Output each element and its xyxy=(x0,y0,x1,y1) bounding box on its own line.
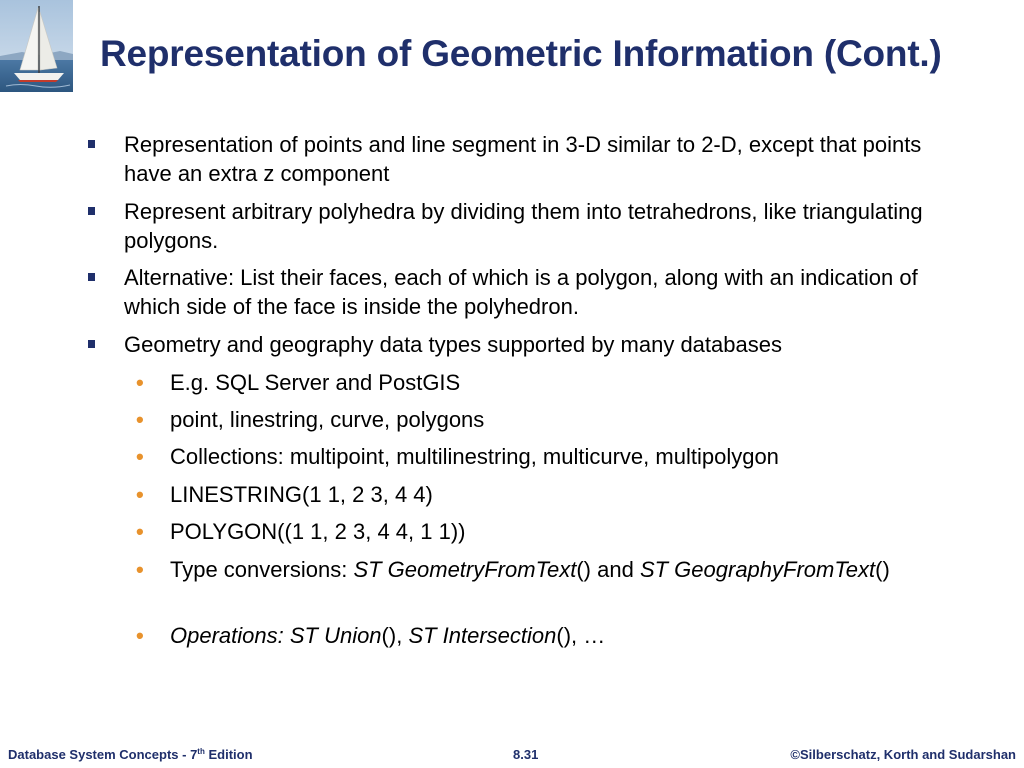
bullet-text: Representation of points and line segment in 3-D similar to 2-D, except that points have an extra z component xyxy=(124,132,922,186)
square-bullet-icon xyxy=(88,140,95,148)
sub-bullet-item xyxy=(170,555,950,584)
sub-bullet-text: Type conversions: xyxy=(170,557,348,582)
sub-bullet-text: (), … xyxy=(556,623,606,648)
sub-bullet-text: LINESTRING(1 1, 2 3, 4 4) xyxy=(170,482,433,507)
round-bullet-icon xyxy=(136,405,144,434)
bullet-text: Geometry and geography data types supported by many databases xyxy=(124,332,782,357)
bullet-text: Represent arbitrary polyhedra by dividing them into tetrahedrons, like triangulating polygons. xyxy=(124,199,923,253)
sub-bullet-item xyxy=(170,480,950,509)
square-bullet-icon xyxy=(88,340,95,348)
sub-bullet-item xyxy=(170,368,950,397)
footer-book-title-text: Database System Concepts - 7 xyxy=(8,747,198,762)
round-bullet-icon xyxy=(136,480,144,509)
sub-bullet-item xyxy=(170,621,950,650)
sub-bullet-text: Operations: ST Union xyxy=(170,623,382,648)
sub-bullet-text: () xyxy=(875,557,890,582)
square-bullet-icon xyxy=(88,207,95,215)
sub-bullet-item xyxy=(170,517,950,546)
bullet-item xyxy=(124,197,954,255)
bullet-item xyxy=(124,263,954,321)
sub-bullet-text: () and xyxy=(576,557,634,582)
sub-bullet-text: Collections: multipoint, multilinestring, multicurve, multipolygon xyxy=(170,444,779,469)
function-name: ST GeographyFromText xyxy=(639,557,876,582)
round-bullet-icon xyxy=(136,368,144,397)
sub-bullet-text: point, linestring, curve, polygons xyxy=(170,407,485,432)
function-name: ST GeometryFromText xyxy=(353,557,577,582)
function-name: ST Intersection xyxy=(408,623,557,648)
slide-number: 8.31 xyxy=(513,747,539,762)
sailboat-logo-icon xyxy=(0,0,73,92)
footer-edition-superscript: th xyxy=(197,747,205,756)
square-bullet-icon xyxy=(88,273,95,281)
round-bullet-icon xyxy=(136,517,144,546)
sub-bullet-text: POLYGON((1 1, 2 3, 4 4, 1 1)) xyxy=(170,519,466,544)
bullet-item xyxy=(124,330,954,359)
sub-bullet-item xyxy=(170,442,950,471)
footer-book-title xyxy=(8,745,253,765)
slide-footer xyxy=(0,745,1024,765)
sub-bullet-text: (), xyxy=(381,623,403,648)
bullet-item xyxy=(124,130,954,188)
bullet-text: Alternative: List their faces, each of which is a polygon, along with an indication of which side of the face is inside the polyhedron. xyxy=(124,265,918,319)
round-bullet-icon xyxy=(136,555,144,584)
sub-bullet-item xyxy=(170,405,950,434)
slide-title: Representation of Geometric Information (Cont.) xyxy=(100,33,942,74)
round-bullet-icon xyxy=(136,621,144,650)
round-bullet-icon xyxy=(136,442,144,471)
footer-edition-text: Edition xyxy=(208,747,253,762)
sub-bullet-text: E.g. SQL Server and PostGIS xyxy=(170,370,461,395)
footer-copyright: ©Silberschatz, Korth and Sudarshan xyxy=(790,747,1016,762)
